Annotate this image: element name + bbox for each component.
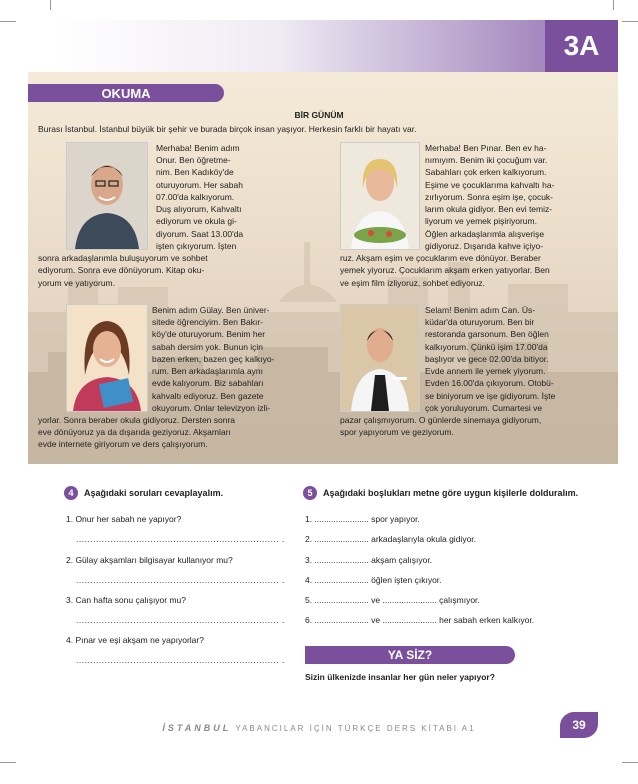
text-onur-10: sonra arkadaşlarımla buluşuyorum ve sohbet <box>38 253 208 263</box>
text-can-7: Evden 16.00'da çıkıyorum. Otobü- <box>425 378 554 388</box>
text-onur-2: Onur. Ben öğretme- <box>156 155 231 165</box>
text-onur-3: nim. Ben Kadıköy'de <box>156 167 234 177</box>
text-can-3: restoranda garsonum. Ben öğlen <box>425 329 549 339</box>
text-gulay-1: Benim adım Gülay. Ben üniver- <box>152 305 270 315</box>
text-gulay-3: köy'de oturuyorum. Benim her <box>152 329 266 339</box>
header-band <box>52 20 618 72</box>
man-portrait-illustration <box>67 143 147 249</box>
footer-subtitle: YABANCILAR İÇİN TÜRKÇE DERS KİTABI A1 <box>235 724 476 733</box>
text-can-6: Evde annem ile yemek yiyorum. <box>425 366 546 376</box>
text-pinar-3: Sabahları çok erken kalkıyorum. <box>425 167 547 177</box>
exercise-5-number: 5 <box>303 486 317 500</box>
text-can-9: çok yoruluyorum. Cumartesi ve <box>425 403 543 413</box>
text-onur-7: ediyorum ve okula gi- <box>156 216 237 226</box>
answer-line-2[interactable]: ....................................................................... . <box>76 575 285 585</box>
text-onur-12: yorum ve yatıyorum. <box>38 278 115 288</box>
answer-line-1[interactable]: ....................................................................... . <box>76 534 285 544</box>
text-gulay-6: rum. Ben arkadaşlarımla aynı <box>152 366 264 376</box>
question-4: 4. Pınar ve eşi akşam ne yapıyorlar? <box>66 635 204 645</box>
text-can-11: spor yapıyorum ve geziyorum. <box>340 427 454 437</box>
text-can-2: küdar'da oturuyorum. Ben bir <box>425 317 535 327</box>
crop-mark <box>622 21 638 22</box>
text-gulay-5: bazen erken, bazen geç kalkıyo- <box>152 354 275 364</box>
fill-item-6[interactable]: 6. ....................... ve ....................... her sabah erken kalkıyor. <box>305 615 535 625</box>
crop-mark <box>0 21 16 22</box>
exercise-5-title: Aşağıdaki boşlukları metne göre uygun kişilerle dolduralım. <box>323 488 579 498</box>
text-can-5: başlıyor ve gece 02.00'da bitiyor. <box>425 354 549 364</box>
text-onur-11: ediyorum. Sonra eve dönüyorum. Kitap oku- <box>38 265 205 275</box>
text-onur-9: işten çıkıyorum. İşten <box>156 241 237 251</box>
photo-onur <box>66 142 148 250</box>
photo-can <box>340 304 420 412</box>
story-intro: Burası İstanbul. İstanbul büyük bir şehir ve burada birçok insan yaşıyor. Herkesin farklı bir hayatı var. <box>38 124 417 134</box>
text-onur-1: Merhaba! Benim adım <box>156 143 240 153</box>
question-3: 3. Can hafta sonu çalışıyor mu? <box>66 595 187 605</box>
ya-siz-banner: YA SİZ? <box>305 646 515 664</box>
fill-item-1[interactable]: 1. ....................... spor yapıyor. <box>305 514 420 524</box>
photo-gulay <box>66 304 148 412</box>
fill-item-4[interactable]: 4. ....................... öğlen işten çıkıyor. <box>305 575 442 585</box>
text-pinar-7: liyorum ve yemek pişiriyorum. <box>425 216 537 226</box>
text-can-10: pazar çalışmıyorum. O günlerde sinemaya gidiyorum, <box>340 415 542 425</box>
text-gulay-7: evde kalıyorum. Biz sabahları <box>152 378 264 388</box>
footer <box>0 723 638 733</box>
question-1: 1. Onur her sabah ne yapıyor? <box>66 514 182 524</box>
fill-item-5[interactable]: 5. ....................... ve ....................... çalışmıyor. <box>305 595 480 605</box>
text-gulay-12: evde internete giriyorum ve ders çalışıyorum. <box>38 439 208 449</box>
exercise-4-title: Aşağıdaki soruları cevaplayalım. <box>84 488 224 498</box>
waiter-illustration <box>341 305 419 411</box>
crop-mark <box>622 762 638 763</box>
crop-mark <box>50 0 51 10</box>
exercise-4-heading <box>64 486 223 500</box>
fill-item-2[interactable]: 2. ....................... arkadaşlarıyla okula gidiyor. <box>305 534 477 544</box>
footer-brand: İSTANBUL <box>162 723 232 733</box>
question-2: 2. Gülay akşamları bilgisayar kullanıyor mu? <box>66 555 233 565</box>
page-number: 39 <box>560 712 598 738</box>
ya-siz-question: Sizin ülkenizde insanlar her gün neler yapıyor? <box>305 672 495 682</box>
crop-mark <box>613 0 614 10</box>
woman-cooking-illustration <box>341 143 419 249</box>
text-pinar-6: larım okula gidiyor. Ben evi temiz- <box>425 204 553 214</box>
text-pinar-2: nımıyım. Benim iki çocuğum var. <box>425 155 548 165</box>
section-label-okuma: OKUMA <box>28 84 224 102</box>
text-gulay-2: sitede öğrenciyim. Ben Bakır- <box>152 317 264 327</box>
text-can-1: Selam! Benim adım Can. Üs- <box>425 305 536 315</box>
text-gulay-4: sabah dersim yok. Bunun için <box>152 342 264 352</box>
text-pinar-9: gidiyoruz. Dışarıda kahve içiyo- <box>425 241 544 251</box>
unit-badge: 3A <box>545 20 618 72</box>
text-onur-4: oturuyorum. Her sabah <box>156 180 243 190</box>
text-pinar-5: zırlıyorum. Sonra eşim işe, çocuk- <box>425 192 554 202</box>
story-title: BİR GÜNÜM <box>294 110 344 120</box>
text-pinar-8: Öğlen arkadaşlarımla alışverişe <box>425 229 545 239</box>
text-pinar-4: Eşime ve çocuklarıma kahvaltı ha- <box>425 180 555 190</box>
crop-mark <box>0 762 16 763</box>
text-pinar-12: ve eşim film izliyoruz, sohbet ediyoruz. <box>340 278 486 288</box>
text-onur-5: 07.00'da kalkıyorum. <box>156 192 235 202</box>
text-pinar-1: Merhaba! Ben Pınar. Ben ev ha- <box>425 143 547 153</box>
fill-item-3[interactable]: 3. ....................... akşam çalışıyor. <box>305 555 433 565</box>
text-pinar-11: yemek yiyoruz. Çocuklarım akşam erken yatıyorlar. Ben <box>340 265 550 275</box>
text-onur-6: Duş alıyorum, Kahvaltı <box>156 204 242 214</box>
exercise-4-number: 4 <box>64 486 78 500</box>
text-onur-8: diyorum. Saat 13.00'da <box>156 229 244 239</box>
text-gulay-9: okuyorum. Onlar televizyon izli- <box>152 403 271 413</box>
answer-line-4[interactable]: ....................................................................... . <box>76 655 285 665</box>
text-can-8: se biniyorum ve işe gidiyorum. İşte <box>425 391 556 401</box>
text-can-4: kalkıyorum. Çünkü işim 17.00'da <box>425 342 548 352</box>
photo-pinar <box>340 142 420 250</box>
text-gulay-10: yorlar. Sonra beraber okula gidiyoruz. Dersten sonra <box>38 415 236 425</box>
answer-line-3[interactable]: ....................................................................... . <box>76 615 285 625</box>
text-pinar-10: ruz. Akşam eşim ve çocuklarım eve dönüyor. Beraber <box>340 253 541 263</box>
exercise-5-heading <box>303 486 578 500</box>
student-girl-illustration <box>67 305 147 411</box>
text-gulay-8: kahvaltı ediyoruz. Ben gazete <box>152 391 264 401</box>
text-gulay-11: eve dönüyoruz ya da dışarıda geziyoruz. Akşamları <box>38 427 231 437</box>
